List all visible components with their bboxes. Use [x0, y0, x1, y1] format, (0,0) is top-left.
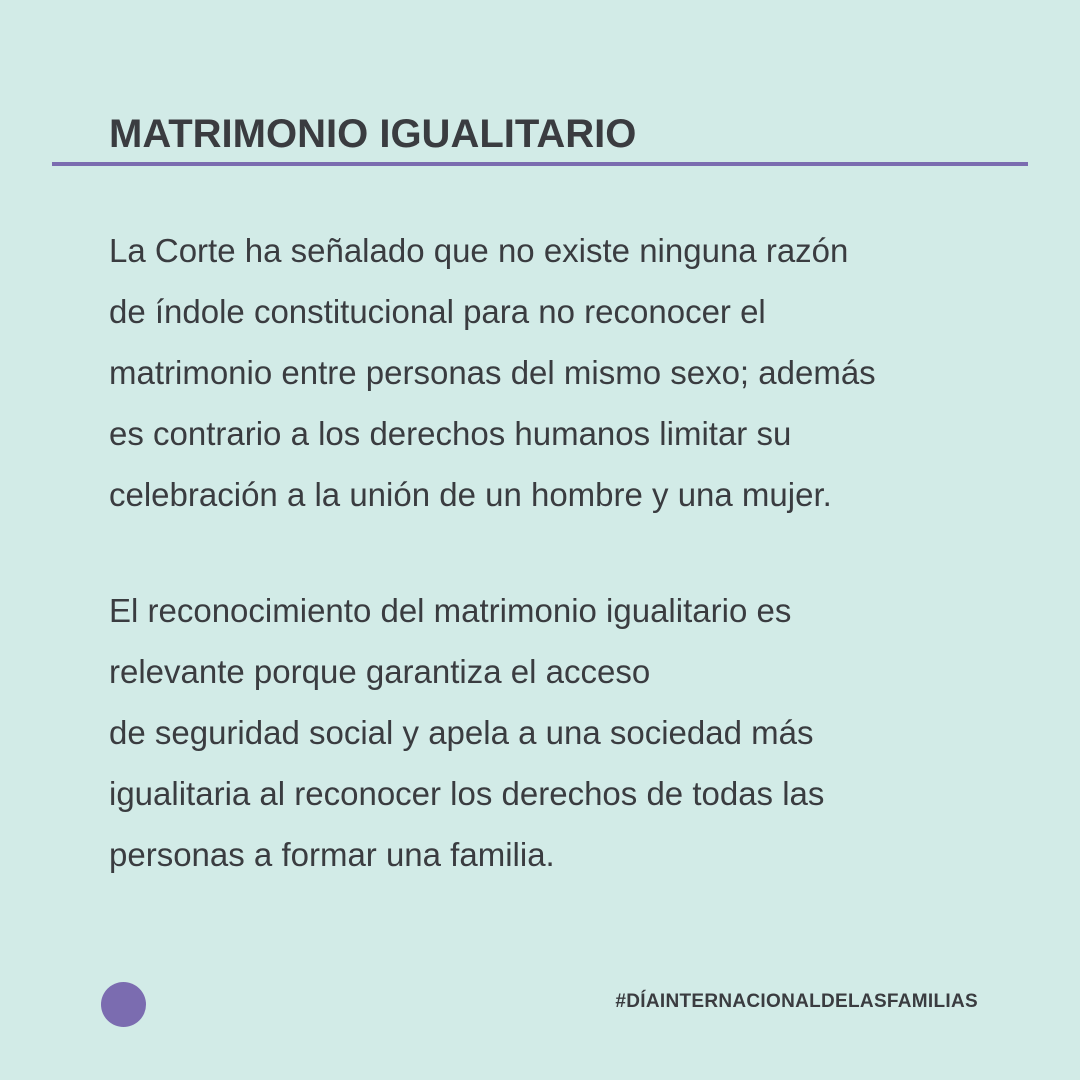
paragraph-line: relevante porque garantiza el acceso [109, 653, 651, 690]
page-title: MATRIMONIO IGUALITARIO [109, 112, 637, 156]
paragraph-line: La Corte ha señalado que no existe ninguna razón [109, 232, 849, 269]
paragraph-line: de seguridad social y apela a una sociedad más [109, 714, 814, 751]
decorative-circle-icon [101, 982, 146, 1027]
paragraph-line: es contrario a los derechos humanos limitar su [109, 415, 792, 452]
title-divider [52, 162, 1028, 166]
paragraph-line: matrimonio entre personas del mismo sexo; además [109, 354, 876, 391]
paragraph-line: El reconocimiento del matrimonio igualitario es [109, 592, 792, 629]
paragraph-1 [109, 220, 1009, 525]
paragraph-line: personas a formar una familia. [109, 836, 555, 873]
paragraph-line: de índole constitucional para no reconocer el [109, 293, 766, 330]
paragraph-line: igualitaria al reconocer los derechos de todas las [109, 775, 825, 812]
paragraph-2 [109, 580, 1009, 885]
paragraph-line: celebración a la unión de un hombre y una mujer. [109, 476, 832, 513]
hashtag-label: #DÍAINTERNACIONALDELASFAMILIAS [615, 991, 978, 1012]
